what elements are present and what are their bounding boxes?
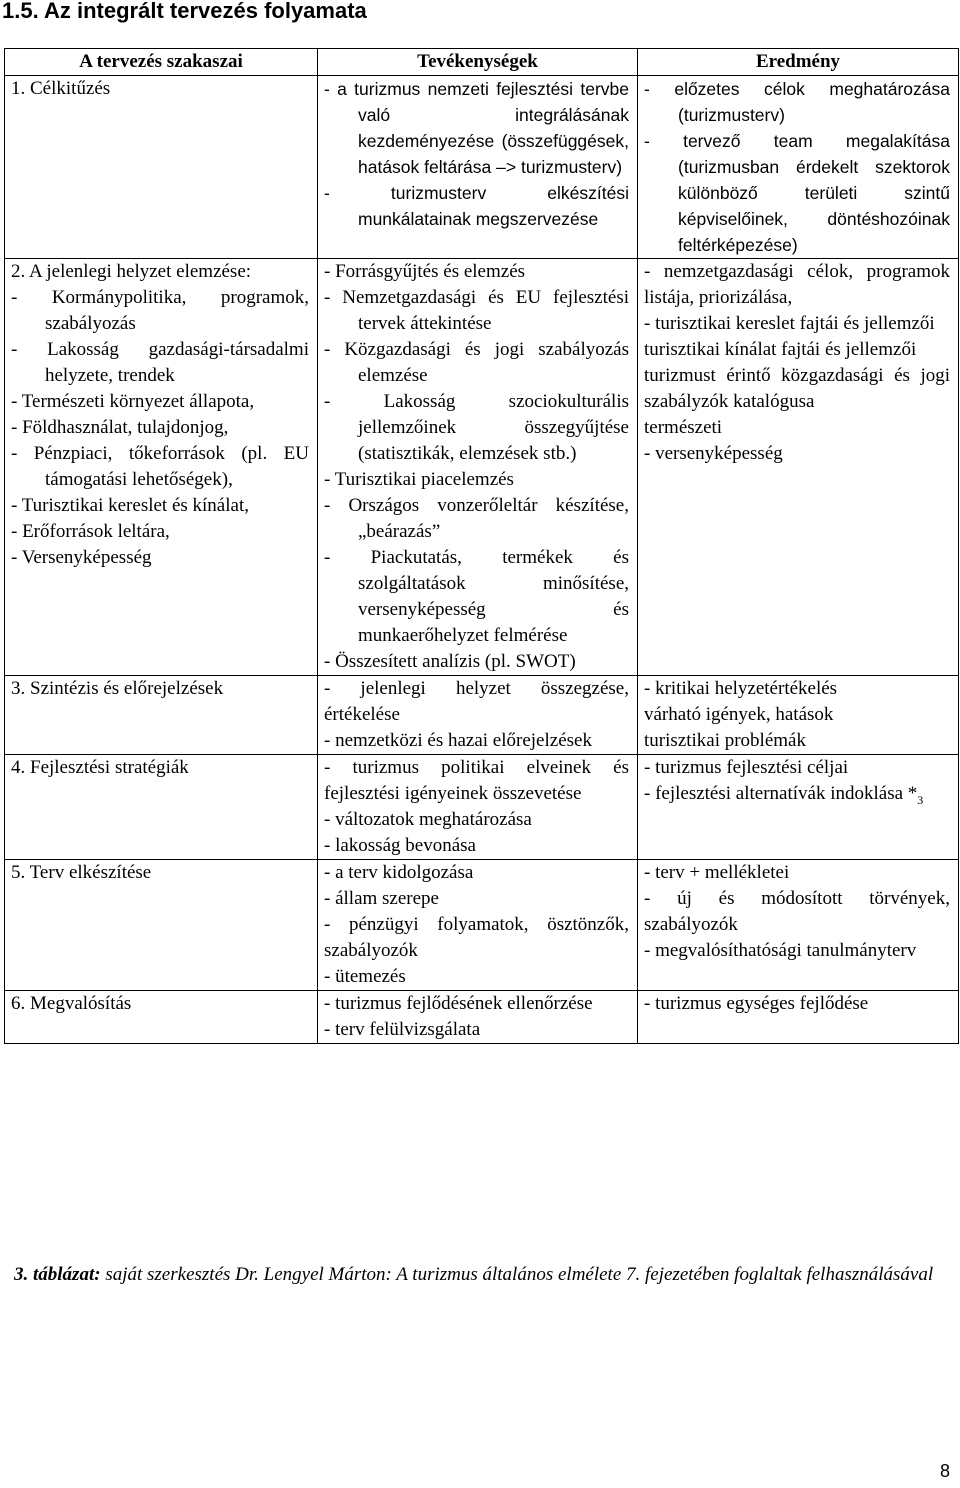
activity-item: - Összesített analízis (pl. SWOT)	[324, 651, 576, 672]
result-item: - terv + mellékletei	[644, 862, 790, 883]
footnote-ref: 3	[917, 792, 924, 807]
activities-cell	[318, 755, 638, 860]
stage-title: 2. A jelenlegi helyzet elemzése:	[11, 261, 252, 282]
result-item: - előzetes célok meghatározása (turizmusterv)	[644, 79, 950, 125]
stage-title: 4. Fejlesztési stratégiák	[11, 757, 189, 778]
header-results: Eredmény	[638, 49, 959, 76]
stage-subitem: - Turisztikai kereslet és kínálat,	[11, 495, 249, 516]
activities-cell	[318, 991, 638, 1044]
stage-cell	[5, 755, 318, 860]
stage-subitem: - Erőforrások leltára,	[11, 521, 170, 542]
result-item: várható igények, hatások	[644, 704, 834, 725]
results-cell	[638, 991, 959, 1044]
activity-item: - turizmus fejlődésének ellenőrzése	[324, 993, 593, 1014]
table-row	[5, 259, 959, 676]
activity-item: - Nemzetgazdasági és EU fejlesztési tervek áttekintése	[324, 287, 629, 334]
activity-item: - terv felülvizsgálata	[324, 1019, 481, 1040]
results-cell	[638, 259, 959, 676]
results-cell	[638, 755, 959, 860]
header-activities: Tevékenységek	[318, 49, 638, 76]
activity-item: - lakosság bevonása	[324, 835, 476, 856]
activities-cell	[318, 676, 638, 755]
stage-subitem: - Versenyképesség	[11, 547, 152, 568]
result-item: turizmust érintő közgazdasági és jogi szabályzók katalógusa	[644, 365, 950, 412]
result-item: turisztikai kínálat fajtái és jellemzői	[644, 339, 917, 360]
page-number: 8	[939, 1461, 950, 1481]
activities-cell	[318, 259, 638, 676]
caption-label: 3. táblázat:	[14, 1264, 101, 1285]
result-item: - tervező team megalakítása (turizmusban érdekelt szektorok különböző területi szintű képviselőinek, döntéshozóinak feltérképezése)	[644, 131, 950, 255]
result-item: - turizmus egységes fejlődése	[644, 993, 869, 1014]
result-item: - turisztikai kereslet fajtái és jellemzői	[644, 313, 935, 334]
activity-item: - turizmus politikai elveinek és fejlesztési igényeinek összevetése	[324, 757, 629, 804]
section-heading: 1.5. Az integrált tervezés folyamata	[2, 0, 367, 23]
caption-text: saját szerkesztés Dr. Lengyel Márton: A turizmus általános elmélete 7. fejezetében foglaltak felhasználásával	[100, 1264, 934, 1285]
table-row	[5, 676, 959, 755]
activity-item: - Piackutatás, termékek és szolgáltatások minősítése, versenyképesség és munkaerőhelyzet felmérése	[324, 547, 629, 646]
table-row	[5, 755, 959, 860]
result-item: - nemzetgazdasági célok, programok listája, priorizálása,	[644, 261, 950, 308]
table-row	[5, 76, 959, 259]
stage-subitem: - Kormánypolitika, programok, szabályozás	[11, 287, 309, 334]
activity-item: - Országos vonzerőleltár készítése, „beárazás”	[324, 495, 629, 542]
result-item: - turizmus fejlesztési céljai	[644, 757, 849, 778]
result-item: - megvalósíthatósági tanulmányterv	[644, 940, 917, 961]
stage-cell	[5, 991, 318, 1044]
planning-process-table	[4, 48, 959, 1044]
result-item	[644, 781, 950, 813]
results-cell	[638, 76, 959, 259]
stage-title: 1. Célkitűzés	[11, 78, 111, 99]
stage-cell	[5, 259, 318, 676]
result-item: természeti	[644, 417, 723, 438]
activity-item: - Forrásgyűjtés és elemzés	[324, 261, 526, 282]
results-cell	[638, 676, 959, 755]
results-cell	[638, 860, 959, 991]
table-caption	[14, 1262, 954, 1288]
stage-subitem: - Pénzpiaci, tőkeforrások (pl. EU támogatási lehetőségek),	[11, 443, 309, 490]
activity-item: - turizmusterv elkészítési munkálatainak megszervezése	[324, 183, 629, 229]
activities-cell	[318, 860, 638, 991]
table-header-row	[5, 49, 959, 76]
stage-cell	[5, 76, 318, 259]
activity-item: - Közgazdasági és jogi szabályozás elemzése	[324, 339, 629, 386]
header-stages: A tervezés szakaszai	[5, 49, 318, 76]
activity-item: - változatok meghatározása	[324, 809, 532, 830]
activity-item: - Lakosság szociokulturális jellemzőinek összegyűjtése (statisztikák, elemzések stb.)	[324, 391, 629, 464]
activity-item: - nemzetközi és hazai előrejelzések	[324, 730, 592, 751]
table-row	[5, 860, 959, 991]
activity-item: - ütemezés	[324, 966, 406, 987]
stage-subitem: - Természeti környezet állapota,	[11, 391, 255, 412]
result-text: - fejlesztési alternatívák indoklása *	[644, 783, 918, 804]
table-row	[5, 991, 959, 1044]
stage-cell	[5, 676, 318, 755]
activity-item: - a turizmus nemzeti fejlesztési tervbe való integrálásának kezdeményezése (összefüggések, hatások feltárása –> turizmusterv)	[324, 79, 629, 177]
stage-title: 6. Megvalósítás	[11, 993, 132, 1014]
stage-subitem: - Lakosság gazdasági-társadalmi helyzete, trendek	[11, 339, 309, 386]
stage-title: 3. Szintézis és előrejelzések	[11, 678, 224, 699]
activity-item: - a terv kidolgozása	[324, 862, 474, 883]
stage-title: 5. Terv elkészítése	[11, 862, 152, 883]
activity-item: - jelenlegi helyzet összegzése, értékelése	[324, 678, 629, 725]
result-item: turisztikai problémák	[644, 730, 806, 751]
activity-item: - pénzügyi folyamatok, ösztönzők, szabályozók	[324, 914, 629, 961]
result-item: - új és módosított törvények, szabályozók	[644, 888, 950, 935]
stage-subitem: - Földhasználat, tulajdonjog,	[11, 417, 229, 438]
result-item: - versenyképesség	[644, 443, 783, 464]
activities-cell	[318, 76, 638, 259]
stage-cell	[5, 860, 318, 991]
activity-item: - állam szerepe	[324, 888, 439, 909]
activity-item: - Turisztikai piacelemzés	[324, 469, 514, 490]
result-item: - kritikai helyzetértékelés	[644, 678, 838, 699]
